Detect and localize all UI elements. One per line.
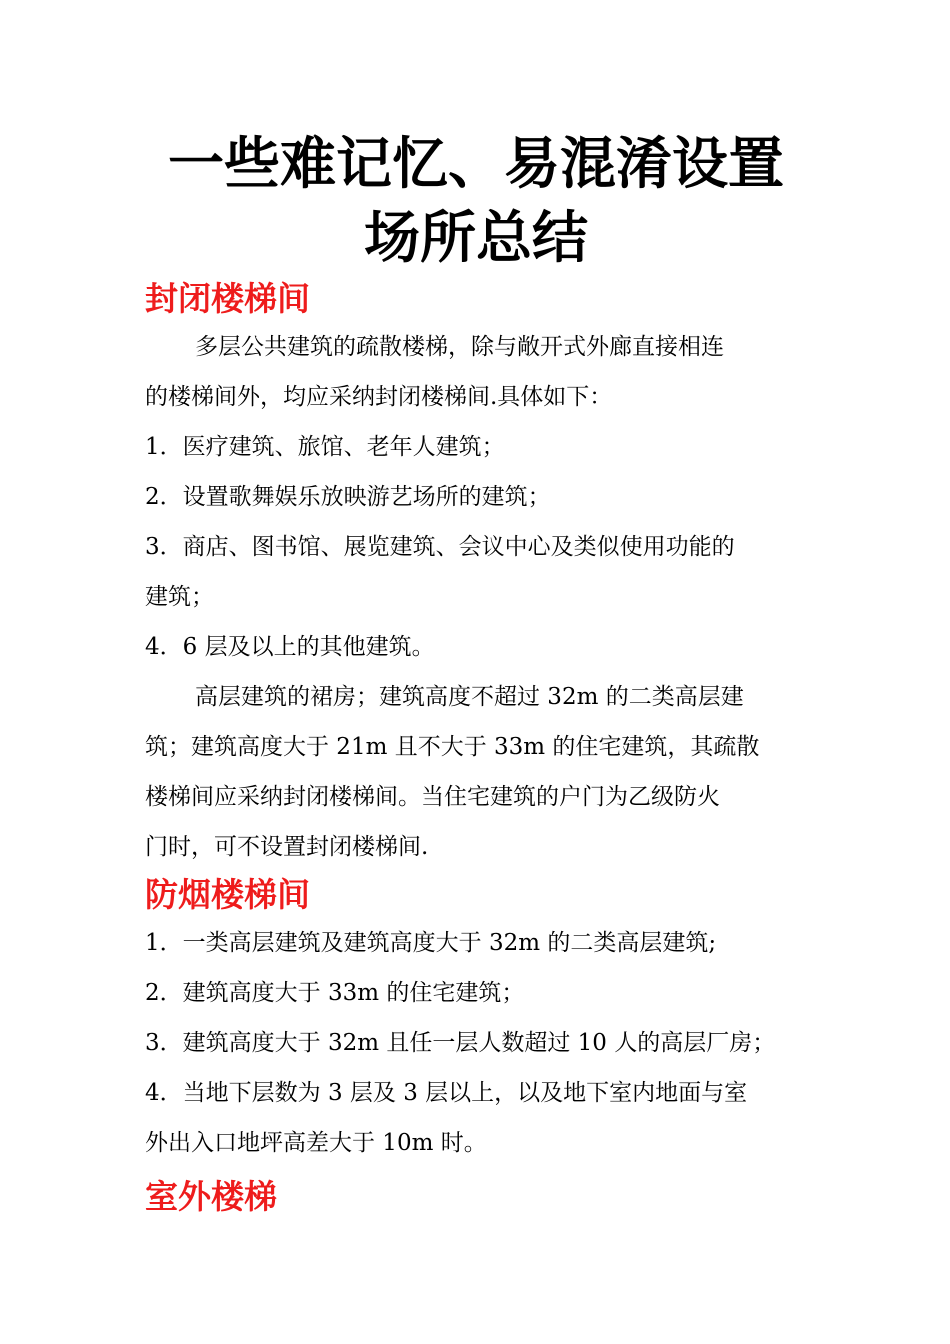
list-item: 2．建筑高度大于 33m 的住宅建筑；	[145, 980, 525, 1006]
list-item: 3．建筑高度大于 32m 且任一层人数超过 10 人的高层厂房；	[145, 1030, 776, 1056]
section-smoke-proof-stairwell	[145, 872, 807, 1168]
list-item: 2．设置歌舞娱乐放映游艺场所的建筑；	[145, 484, 551, 510]
list-item: 1．一类高层建筑及建筑高度大于 32m 的二类高层建筑;	[145, 930, 717, 956]
paragraph-line: 多层公共建筑的疏散楼梯，除与敞开式外廊直接相连	[195, 334, 724, 360]
paragraph-line: 楼梯间应采纳封闭楼梯间。当住宅建筑的户门为乙级防火	[145, 784, 720, 810]
paragraph-line: 门时，可不设置封闭楼梯间.	[145, 834, 429, 860]
list-item: 1．医疗建筑、旅馆、老年人建筑；	[145, 434, 505, 460]
document-page	[145, 128, 807, 1220]
document-title	[145, 128, 807, 276]
list-item-continuation: 建筑；	[145, 584, 214, 610]
section-heading: 封闭楼梯间	[145, 279, 310, 318]
paragraph-line: 的楼梯间外，均应采纳封闭楼梯间.具体如下：	[145, 384, 613, 410]
section-heading: 室外楼梯	[145, 1177, 277, 1216]
section-outdoor-stairs	[145, 1168, 807, 1220]
title-line-2: 场所总结	[364, 206, 588, 271]
section-heading: 防烟楼梯间	[145, 875, 310, 914]
paragraph-line: 高层建筑的裙房；建筑高度不超过 32m 的二类高层建	[195, 684, 744, 710]
list-item: 4．当地下层数为 3 层及 3 层以上，以及地下室内地面与室	[145, 1080, 748, 1106]
list-item: 4．6 层及以上的其他建筑。	[145, 634, 435, 660]
paragraph-line: 筑；建筑高度大于 21m 且不大于 33m 的住宅建筑，其疏散	[145, 734, 760, 760]
section-enclosed-stairwell	[145, 276, 807, 872]
list-item: 3．商店、图书馆、展览建筑、会议中心及类似使用功能的	[145, 534, 735, 560]
title-line-1: 一些难记忆、易混淆设置	[168, 132, 784, 197]
list-item-continuation: 外出入口地坪高差大于 10m 时。	[145, 1130, 487, 1156]
